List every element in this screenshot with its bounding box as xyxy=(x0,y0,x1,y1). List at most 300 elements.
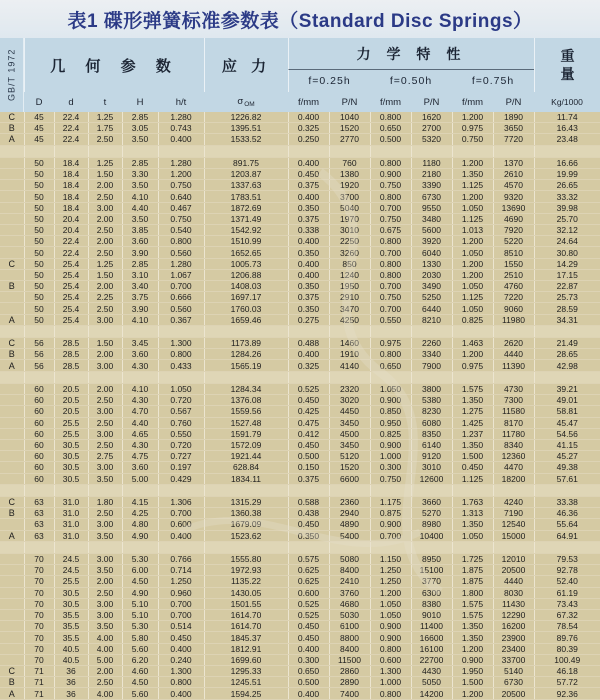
value-cell: 0.600 xyxy=(288,587,329,598)
value-cell: 2.85 xyxy=(122,157,158,168)
value-cell: 5.30 xyxy=(122,621,158,632)
value-cell: 0.800 xyxy=(370,112,411,123)
table-row xyxy=(0,169,600,180)
value-cell: 36 xyxy=(54,688,88,700)
table-row xyxy=(0,338,600,349)
separator-cell xyxy=(158,484,204,496)
value-cell: 0.900 xyxy=(370,519,411,530)
value-cell: 1760.03 xyxy=(204,303,288,314)
value-cell: 1.350 xyxy=(452,169,493,180)
value-cell: 39.21 xyxy=(534,383,600,394)
value-cell: 16600 xyxy=(411,632,452,643)
value-cell: 92.36 xyxy=(534,688,600,700)
value-cell: 0.400 xyxy=(158,530,204,541)
separator-cell xyxy=(411,541,452,553)
separator-cell xyxy=(204,325,288,337)
value-cell: 3.90 xyxy=(122,303,158,314)
value-cell: 25.5 xyxy=(54,417,88,428)
table-header xyxy=(0,38,600,112)
value-cell: 4.00 xyxy=(88,688,122,700)
separator-cell xyxy=(534,325,600,337)
value-cell: 18.4 xyxy=(54,191,88,202)
value-cell: 3.00 xyxy=(88,202,122,213)
value-cell: 12290 xyxy=(493,610,534,621)
value-cell: 15000 xyxy=(493,530,534,541)
separator-cell xyxy=(370,145,411,157)
value-cell: 73.43 xyxy=(534,598,600,609)
value-cell: 1533.52 xyxy=(204,134,288,145)
value-cell: 28.65 xyxy=(534,349,600,360)
value-cell: 57.61 xyxy=(534,473,600,484)
value-cell: 1315.29 xyxy=(204,496,288,507)
value-cell: 45.27 xyxy=(534,451,600,462)
value-cell: 4.90 xyxy=(122,530,158,541)
value-cell: 52.40 xyxy=(534,576,600,587)
value-cell: 2620 xyxy=(493,338,534,349)
table-row xyxy=(0,666,600,677)
value-cell: 0.800 xyxy=(370,191,411,202)
value-cell: 0.750 xyxy=(370,473,411,484)
separator-cell xyxy=(493,325,534,337)
value-cell: 63 xyxy=(24,530,54,541)
table-row xyxy=(0,314,600,325)
value-cell: 5040 xyxy=(329,202,370,213)
value-cell: 5380 xyxy=(411,395,452,406)
value-cell: 2250 xyxy=(329,236,370,247)
series-class-cell xyxy=(0,169,24,180)
value-cell: 4680 xyxy=(329,598,370,609)
value-cell: 0.488 xyxy=(288,338,329,349)
separator-cell xyxy=(158,371,204,383)
value-cell: 2.50 xyxy=(88,191,122,202)
value-cell: 2.50 xyxy=(88,247,122,258)
value-cell: 50 xyxy=(24,236,54,247)
separator-cell xyxy=(88,371,122,383)
value-cell: 22.4 xyxy=(54,247,88,258)
value-cell: 1559.56 xyxy=(204,406,288,417)
table-row xyxy=(0,258,600,269)
separator-cell xyxy=(24,145,54,157)
value-cell: 3.00 xyxy=(88,360,122,371)
value-cell: 0.350 xyxy=(288,303,329,314)
separator-cell xyxy=(329,145,370,157)
value-cell: 0.743 xyxy=(158,123,204,134)
separator-cell xyxy=(54,541,88,553)
value-cell: 1.200 xyxy=(452,269,493,280)
value-cell: 0.800 xyxy=(158,349,204,360)
value-cell: 3770 xyxy=(411,576,452,587)
value-cell: 2860 xyxy=(329,666,370,677)
table-row xyxy=(0,677,600,688)
separator-cell xyxy=(329,371,370,383)
separator-cell xyxy=(329,541,370,553)
value-cell: 0.588 xyxy=(288,496,329,507)
value-cell: 50 xyxy=(24,247,54,258)
value-cell: 1697.17 xyxy=(204,292,288,303)
value-cell: 11780 xyxy=(493,428,534,439)
value-cell: 30.5 xyxy=(54,587,88,598)
value-cell: 4890 xyxy=(329,519,370,530)
separator-cell xyxy=(370,371,411,383)
value-cell: 50 xyxy=(24,169,54,180)
value-cell: 9120 xyxy=(411,451,452,462)
separator-cell xyxy=(329,484,370,496)
value-cell: 15100 xyxy=(411,565,452,576)
value-cell: 0.650 xyxy=(370,123,411,134)
value-cell: 0.514 xyxy=(158,621,204,632)
value-cell: 1.200 xyxy=(452,258,493,269)
value-cell: 4240 xyxy=(493,496,534,507)
standard-label: GB/T 1972 xyxy=(0,38,24,112)
value-cell: 1783.51 xyxy=(204,191,288,202)
value-cell: 6040 xyxy=(411,247,452,258)
value-cell: 3920 xyxy=(411,236,452,247)
value-cell: 0.560 xyxy=(158,303,204,314)
value-cell: 0.400 xyxy=(158,643,204,654)
value-cell: 4.80 xyxy=(122,519,158,530)
value-cell: 5080 xyxy=(329,553,370,564)
value-cell: 3.00 xyxy=(88,610,122,621)
separator-cell xyxy=(288,145,329,157)
value-cell: 70 xyxy=(24,610,54,621)
value-cell: 50 xyxy=(24,191,54,202)
separator-row xyxy=(0,371,600,383)
value-cell: 1520 xyxy=(329,462,370,473)
value-cell: 3.00 xyxy=(88,462,122,473)
value-cell: 16200 xyxy=(493,621,534,632)
table-row xyxy=(0,530,600,541)
value-cell: 0.450 xyxy=(158,632,204,643)
value-cell: 5030 xyxy=(329,610,370,621)
separator-cell xyxy=(452,325,493,337)
col-header-f-075: f/mm xyxy=(461,96,484,108)
value-cell: 7720 xyxy=(493,134,534,145)
table-row xyxy=(0,157,600,168)
value-cell: 7220 xyxy=(493,292,534,303)
value-cell: 0.850 xyxy=(370,406,411,417)
value-cell: 4.90 xyxy=(122,587,158,598)
value-cell: 1510.99 xyxy=(204,236,288,247)
value-cell: 5.10 xyxy=(122,598,158,609)
value-cell: 1620 xyxy=(411,112,452,123)
value-cell: 1.050 xyxy=(370,598,411,609)
value-cell: 18.4 xyxy=(54,180,88,191)
value-cell: 20.4 xyxy=(54,213,88,224)
series-class-cell xyxy=(0,451,24,462)
value-cell: 25.4 xyxy=(54,303,88,314)
value-cell: 4.00 xyxy=(88,632,122,643)
value-cell: 63 xyxy=(24,496,54,507)
table-row xyxy=(0,395,600,406)
value-cell: 3.30 xyxy=(122,169,158,180)
value-cell: 0.150 xyxy=(288,462,329,473)
value-cell: 5220 xyxy=(493,236,534,247)
value-cell: 1.200 xyxy=(452,236,493,247)
value-cell: 1.175 xyxy=(370,496,411,507)
value-cell: 1135.22 xyxy=(204,576,288,587)
value-cell: 8170 xyxy=(493,417,534,428)
value-cell: 63 xyxy=(24,508,54,519)
header-stress-group: 应 力 xyxy=(204,38,288,92)
separator-cell xyxy=(88,145,122,157)
value-cell: 0.800 xyxy=(370,258,411,269)
value-cell: 60 xyxy=(24,395,54,406)
value-cell: 60 xyxy=(24,462,54,473)
value-cell: 0.700 xyxy=(158,598,204,609)
value-cell: 1.350 xyxy=(452,439,493,450)
value-cell: 0.900 xyxy=(370,621,411,632)
value-cell: 0.450 xyxy=(288,621,329,632)
value-cell: 1.300 xyxy=(158,338,204,349)
value-cell: 78.54 xyxy=(534,621,600,632)
value-cell: 4.50 xyxy=(122,677,158,688)
value-cell: 1834.11 xyxy=(204,473,288,484)
value-cell: 0.675 xyxy=(370,225,411,236)
separator-cell xyxy=(411,371,452,383)
value-cell: 1.200 xyxy=(158,169,204,180)
value-cell: 0.275 xyxy=(288,314,329,325)
value-cell: 4140 xyxy=(329,360,370,371)
series-class-cell xyxy=(0,236,24,247)
separator-cell xyxy=(534,371,600,383)
separator-cell xyxy=(411,145,452,157)
value-cell: 0.400 xyxy=(158,134,204,145)
value-cell: 1.050 xyxy=(452,530,493,541)
value-cell: 0.525 xyxy=(288,610,329,621)
value-cell: 3.50 xyxy=(88,473,122,484)
value-cell: 3760 xyxy=(329,587,370,598)
value-cell: 3.00 xyxy=(88,553,122,564)
value-cell: 0.720 xyxy=(158,439,204,450)
value-cell: 11500 xyxy=(329,654,370,665)
value-cell: 1395.51 xyxy=(204,123,288,134)
value-cell: 50 xyxy=(24,314,54,325)
value-cell: 0.300 xyxy=(370,462,411,473)
value-cell: 18.4 xyxy=(54,169,88,180)
value-cell: 3480 xyxy=(411,213,452,224)
value-cell: 1.200 xyxy=(370,587,411,598)
table-row xyxy=(0,576,600,587)
value-cell: 1.875 xyxy=(452,565,493,576)
col-header-p-075: P/N xyxy=(505,96,522,108)
value-cell: 1245.51 xyxy=(204,677,288,688)
table-row xyxy=(0,439,600,450)
value-cell: 1005.73 xyxy=(204,258,288,269)
value-cell: 60 xyxy=(24,473,54,484)
value-cell: 0.550 xyxy=(158,428,204,439)
value-cell: 0.525 xyxy=(288,598,329,609)
series-class-cell xyxy=(0,202,24,213)
value-cell: 2700 xyxy=(411,123,452,134)
value-cell: 20500 xyxy=(493,688,534,700)
separator-cell xyxy=(54,145,88,157)
value-cell: 0.666 xyxy=(158,292,204,303)
value-cell: 2.50 xyxy=(88,395,122,406)
value-cell: 0.500 xyxy=(288,451,329,462)
value-cell: 49.01 xyxy=(534,395,600,406)
value-cell: 33700 xyxy=(493,654,534,665)
value-cell: 1614.70 xyxy=(204,621,288,632)
value-cell: 2.00 xyxy=(88,213,122,224)
value-cell: 0.950 xyxy=(370,417,411,428)
series-class-cell xyxy=(0,247,24,258)
value-cell: 40.5 xyxy=(54,643,88,654)
separator-cell xyxy=(204,484,288,496)
value-cell: 1284.34 xyxy=(204,383,288,394)
value-cell: 1970 xyxy=(329,213,370,224)
value-cell: 50 xyxy=(24,157,54,168)
value-cell: 1.575 xyxy=(452,598,493,609)
value-cell: 1337.63 xyxy=(204,180,288,191)
separator-cell xyxy=(24,371,54,383)
value-cell: 70 xyxy=(24,553,54,564)
separator-cell xyxy=(452,145,493,157)
value-cell: 1550 xyxy=(493,258,534,269)
value-cell: 1520 xyxy=(329,123,370,134)
table-row xyxy=(0,417,600,428)
value-cell: 3.60 xyxy=(122,236,158,247)
value-cell: 2.50 xyxy=(88,417,122,428)
value-cell: 4.30 xyxy=(122,360,158,371)
value-cell: 2.00 xyxy=(88,236,122,247)
separator-cell xyxy=(0,325,24,337)
value-cell: 17.15 xyxy=(534,269,600,280)
value-cell: 2610 xyxy=(493,169,534,180)
series-class-cell: A xyxy=(0,688,24,700)
value-cell: 4.10 xyxy=(122,383,158,394)
value-cell: 1.800 xyxy=(452,587,493,598)
value-cell: 2.00 xyxy=(88,383,122,394)
value-cell: 0.350 xyxy=(288,247,329,258)
value-cell: 22.4 xyxy=(54,134,88,145)
value-cell: 25.5 xyxy=(54,428,88,439)
value-cell: 1.280 xyxy=(158,258,204,269)
series-class-cell: A xyxy=(0,530,24,541)
series-class-cell xyxy=(0,225,24,236)
table-row xyxy=(0,451,600,462)
value-cell: 8950 xyxy=(411,553,452,564)
value-cell: 25.4 xyxy=(54,258,88,269)
value-cell: 0.700 xyxy=(158,508,204,519)
value-cell: 12360 xyxy=(493,451,534,462)
col-header-f-025: f/mm xyxy=(297,96,320,108)
value-cell: 2.50 xyxy=(88,508,122,519)
table-row xyxy=(0,654,600,665)
value-cell: 0.800 xyxy=(370,157,411,168)
table-row xyxy=(0,303,600,314)
series-class-cell xyxy=(0,565,24,576)
series-class-cell xyxy=(0,213,24,224)
separator-cell xyxy=(88,484,122,496)
table-row xyxy=(0,202,600,213)
value-cell: 50 xyxy=(24,281,54,292)
value-cell: 1.950 xyxy=(452,666,493,677)
value-cell: 1812.91 xyxy=(204,643,288,654)
value-cell: 60 xyxy=(24,406,54,417)
value-cell: 22.87 xyxy=(534,281,600,292)
value-cell: 18200 xyxy=(493,473,534,484)
value-cell: 31.0 xyxy=(54,496,88,507)
value-cell: 8800 xyxy=(329,632,370,643)
value-cell: 1.150 xyxy=(370,553,411,564)
value-cell: 45 xyxy=(24,112,54,123)
value-cell: 8980 xyxy=(411,519,452,530)
value-cell: 1330 xyxy=(411,258,452,269)
value-cell: 6080 xyxy=(411,417,452,428)
value-cell: 1501.55 xyxy=(204,598,288,609)
value-cell: 1972.93 xyxy=(204,565,288,576)
value-cell: 4500 xyxy=(329,428,370,439)
table-row xyxy=(0,428,600,439)
value-cell: 2.00 xyxy=(88,180,122,191)
value-cell: 1.463 xyxy=(452,338,493,349)
value-cell: 20.5 xyxy=(54,395,88,406)
value-cell: 4.60 xyxy=(122,666,158,677)
value-cell: 1950 xyxy=(329,281,370,292)
value-cell: 40.5 xyxy=(54,654,88,665)
value-cell: 34.31 xyxy=(534,314,600,325)
value-cell: 1.050 xyxy=(158,383,204,394)
series-class-cell xyxy=(0,632,24,643)
value-cell: 1.50 xyxy=(88,269,122,280)
value-cell: 5.80 xyxy=(122,632,158,643)
series-class-cell: B xyxy=(0,281,24,292)
separator-cell xyxy=(24,325,54,337)
value-cell: 45.47 xyxy=(534,417,600,428)
value-cell: 1.050 xyxy=(370,610,411,621)
value-cell: 0.450 xyxy=(288,632,329,643)
value-cell: 3650 xyxy=(493,123,534,134)
value-cell: 89.76 xyxy=(534,632,600,643)
value-cell: 5600 xyxy=(411,225,452,236)
value-cell: 0.750 xyxy=(370,292,411,303)
value-cell: 0.800 xyxy=(370,236,411,247)
sigma-symbol: σ xyxy=(237,95,244,107)
header-mechanical-group: 力 学 特 性 xyxy=(288,38,534,70)
table-row xyxy=(0,236,600,247)
series-class-cell xyxy=(0,406,24,417)
series-class-cell: B xyxy=(0,677,24,688)
value-cell: 0.400 xyxy=(288,236,329,247)
value-cell: 1.50 xyxy=(88,169,122,180)
value-cell: 0.875 xyxy=(370,508,411,519)
separator-row xyxy=(0,541,600,553)
table-row xyxy=(0,281,600,292)
value-cell: 4.75 xyxy=(122,451,158,462)
separator-cell xyxy=(288,371,329,383)
separator-row xyxy=(0,325,600,337)
value-cell: 0.400 xyxy=(288,157,329,168)
value-cell: 0.900 xyxy=(370,395,411,406)
value-cell: 4760 xyxy=(493,281,534,292)
value-cell: 0.975 xyxy=(370,338,411,349)
value-cell: 5.00 xyxy=(88,654,122,665)
separator-cell xyxy=(493,484,534,496)
value-cell: 0.450 xyxy=(452,462,493,473)
value-cell: 1360.38 xyxy=(204,508,288,519)
deflection-level-025h: f=0.25h xyxy=(288,70,370,92)
value-cell: 0.825 xyxy=(370,428,411,439)
value-cell: 0.700 xyxy=(370,530,411,541)
value-cell: 1240 xyxy=(329,269,370,280)
value-cell: 7900 xyxy=(411,360,452,371)
value-cell: 22.4 xyxy=(54,123,88,134)
separator-cell xyxy=(24,484,54,496)
value-cell: 0.825 xyxy=(452,314,493,325)
value-cell: 2.00 xyxy=(88,349,122,360)
value-cell: 0.475 xyxy=(288,417,329,428)
value-cell: 0.350 xyxy=(288,281,329,292)
